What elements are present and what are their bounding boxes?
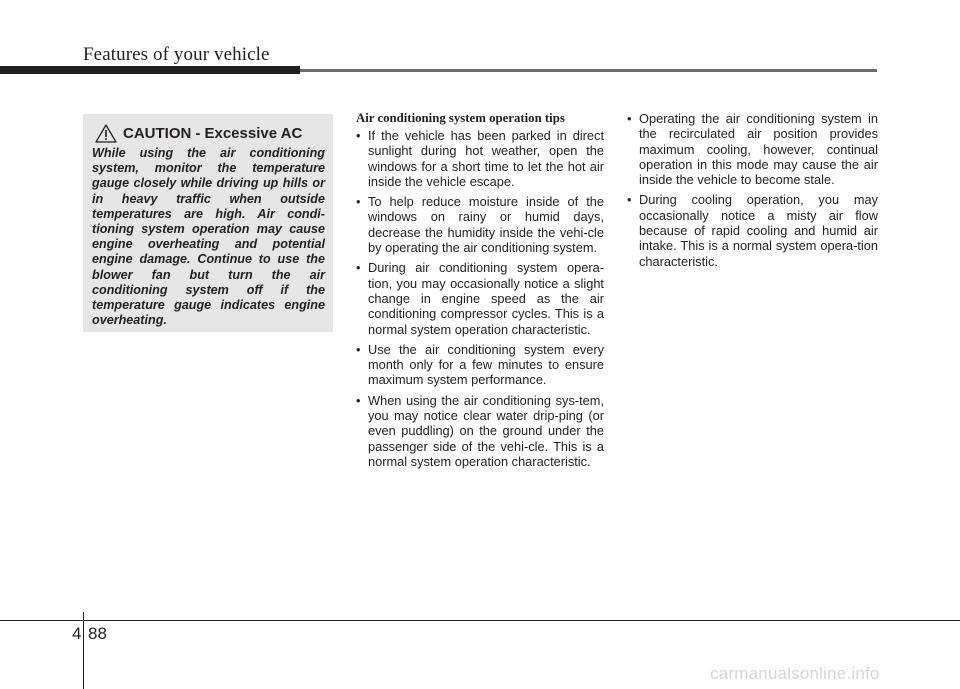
list-item: [356, 260, 604, 336]
bullet-icon: •: [356, 260, 361, 276]
bullet-icon: •: [356, 392, 361, 408]
caution-text: While using the air conditioning system, monitor the temperature gauge closely while driving up hills or in heavy traffic when outside temperatures are high. Air condi-tioning system operation may cause engine overheating and potential engine damage. Continue to use the blower fan but turn the air conditioning system off if the temperature gauge indicates engine overheating.: [92, 146, 325, 328]
caution-subtitle: - Excessive AC: [195, 124, 303, 142]
list-item: [627, 192, 878, 268]
bullet-icon: •: [627, 111, 632, 126]
list-item-text: During air conditioning system opera-tion, you may occasionally notice a slight change in engine speed as the air conditioning compressor cycles. This is a normal system operation characteristic.: [368, 260, 604, 337]
tips-heading: Air conditioning system operation tips: [356, 111, 565, 125]
list-item: [356, 393, 604, 469]
list-item-text: If the vehicle has been parked in direct sunlight during hot weather, open the windows for a short time to let the hot air inside the vehicle escape.: [368, 128, 604, 189]
list-item-text: Operating the air conditioning system in the recirculated air position provides maximum cooling, however, continual operation in this mode may cause the air inside the vehicle to become stale.: [639, 111, 878, 188]
list-item-text: Use the air conditioning system every month only for a few minutes to ensure maximum system performance.: [368, 341, 604, 388]
caution-box: [83, 114, 333, 332]
warning-triangle-icon: [95, 124, 117, 143]
caution-header: [92, 123, 325, 143]
list-item-text: During cooling operation, you may occasionally notice a misty air flow because of rapid cooling and humid air intake. This is a normal system opera-tion characteristic.: [639, 192, 878, 269]
page-number: 88: [88, 624, 107, 643]
tips-list: [356, 128, 604, 469]
tips-column-right: [627, 111, 878, 274]
bullet-icon: •: [356, 128, 361, 143]
bullet-icon: •: [627, 192, 632, 208]
list-item: [356, 194, 604, 255]
watermark: carmanualsonline.info: [710, 664, 880, 683]
list-item: [356, 342, 604, 388]
header-rule-accent: [0, 66, 300, 74]
list-item-text: To help reduce moisture inside of the windows on rainy or humid days, decrease the humidity inside the vehi-cle by operating the air conditioning system.: [368, 194, 604, 256]
bullet-icon: •: [356, 341, 361, 357]
footer-rule: [0, 620, 960, 621]
list-item-text: When using the air conditioning sys-tem, you may notice clear water drip-ping (or even puddling) on the ground under the passenger side of the vehi-cle. This is a normal system operation characteristic.: [368, 392, 604, 469]
chapter-number: 4: [72, 624, 82, 643]
tips-list-continued: [627, 111, 878, 269]
caution-label: CAUTION: [123, 124, 192, 142]
list-item: [356, 128, 604, 189]
bullet-icon: •: [356, 194, 361, 210]
list-item: [627, 111, 878, 187]
tips-column-middle: [356, 111, 604, 474]
footer-divider: [83, 612, 84, 689]
section-title: Features of your vehicle: [83, 44, 270, 65]
